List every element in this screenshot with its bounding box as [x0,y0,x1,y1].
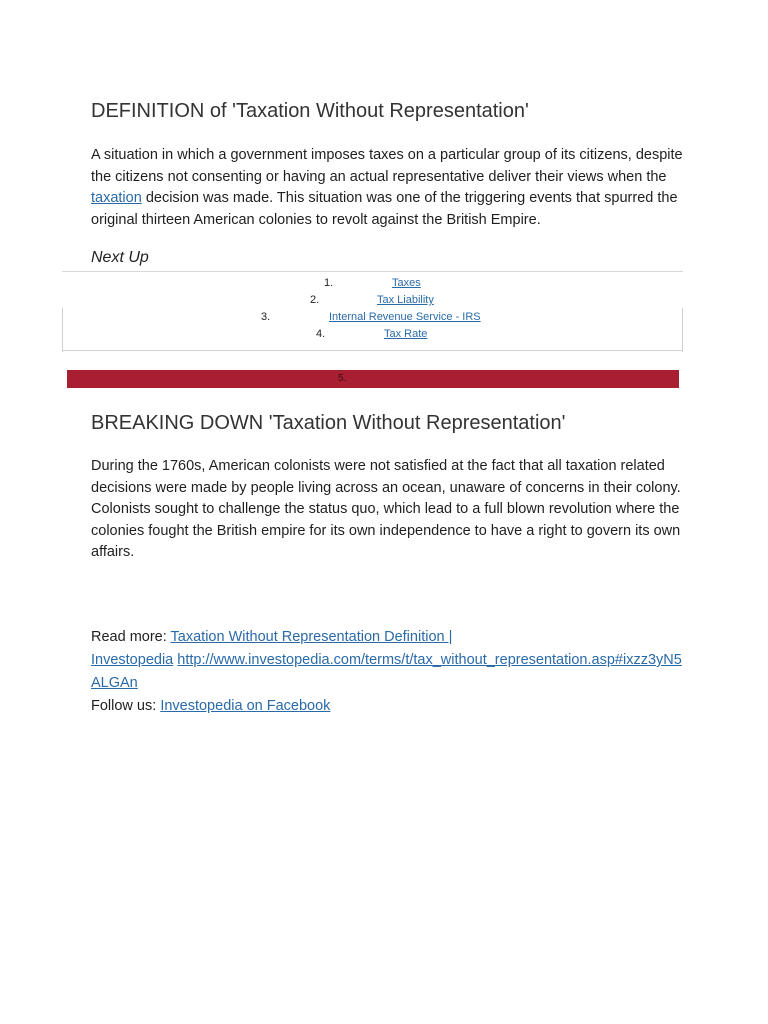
next-up-box-left-border [62,308,63,352]
next-up-item-number: 2. [310,294,320,306]
read-more-label: Read more: [91,629,171,645]
next-up-item-number: 1. [324,277,334,289]
read-more-title-line2[interactable]: Investopedia [91,652,174,668]
next-up-item[interactable] [329,310,481,324]
read-more-block [91,626,691,718]
next-up-box-bottom-border [62,350,683,351]
next-up-link-taxes[interactable]: Taxes [392,277,421,289]
next-up-item-number: 4. [316,328,326,340]
next-up-item[interactable] [392,276,421,290]
next-up-box-right-border [682,308,683,352]
next-up-label: Next Up [91,249,149,266]
next-up-item-number: 3. [261,311,271,323]
next-up-highlight-bar[interactable] [67,370,679,388]
definition-text-before: A situation in which a government imposes taxes on a particular group of its citizens, despite the citizens not consenting or having an actual representative deliver their views when the [91,147,683,185]
read-more-url-line2[interactable]: ALGAn [91,675,138,691]
next-up-item[interactable] [384,327,427,341]
read-more-url-line1[interactable]: http://www.investopedia.com/terms/t/tax_without_representation.asp#ixzz3yN5 [177,652,682,668]
breaking-down-heading: BREAKING DOWN 'Taxation Without Representation' [91,412,566,434]
next-up-bar-item-number: 5. [338,373,347,384]
definition-paragraph [91,145,691,231]
follow-label: Follow us: [91,698,161,714]
next-up-link-irs[interactable]: Internal Revenue Service - IRS [329,311,481,323]
facebook-link[interactable]: Investopedia on Facebook [160,698,331,714]
definition-heading: DEFINITION of 'Taxation Without Representation' [91,100,529,122]
read-more-title-line1[interactable]: Taxation Without Representation Definition | [170,629,453,645]
taxation-link[interactable]: taxation [91,190,142,206]
read-more-url-link[interactable] [91,652,682,691]
breaking-down-paragraph: During the 1760s, American colonists were not satisfied at the fact that all taxation related decisions were made by people living across an ocean, unaware of concerns in their colony. Colonists sought to challenge the status quo, which lead to a full blown revolution where the colonies fought the British empire for its own independence to have a right to govern its own affairs. [91,458,681,560]
next-up-link-tax-liability[interactable]: Tax Liability [377,294,434,306]
definition-text-after: decision was made. This situation was one of the triggering events that spurred the original thirteen American colonies to revolt against the British Empire. [91,190,678,228]
next-up-link-tax-rate[interactable]: Tax Rate [384,328,428,340]
next-up-item[interactable] [377,293,434,307]
